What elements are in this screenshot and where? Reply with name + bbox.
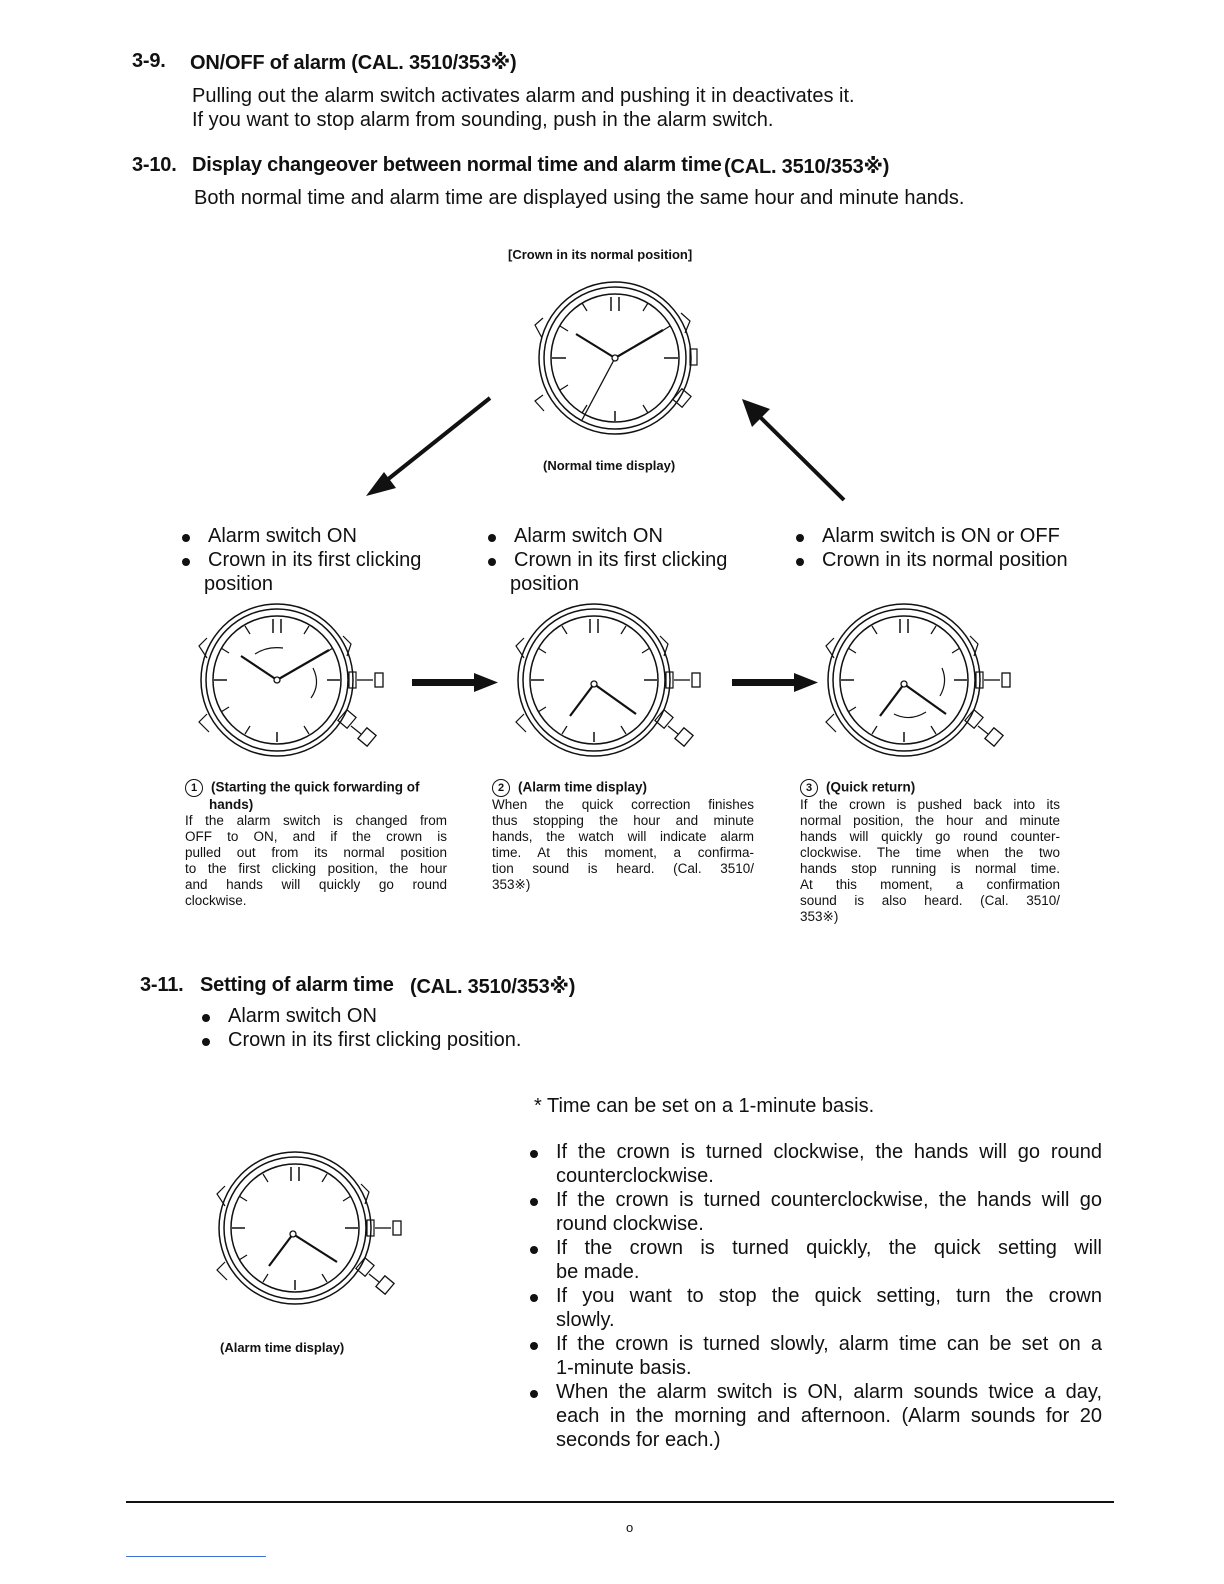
s311-bullet-line: be made.	[556, 1261, 640, 1283]
s311-bullet-line: round clockwise.	[556, 1213, 704, 1235]
step-1-line: and hands will quickly go round	[185, 877, 447, 892]
step-2-number: 2	[492, 779, 510, 797]
bullet-icon	[202, 1038, 210, 1046]
bullet-icon	[530, 1342, 538, 1350]
section-3-9-line2: If you want to stop alarm from sounding, push in the alarm switch.	[192, 109, 774, 131]
s311-bullet-list	[530, 1140, 1102, 1452]
s311-bullet-line: If the crown is turned clockwise, the hands will go round	[556, 1141, 1102, 1163]
arrow-right-icon	[730, 673, 820, 693]
section-3-9-number: 3-9.	[132, 50, 166, 72]
section-3-10-cal: (CAL. 3510/353※)	[724, 156, 890, 178]
step-3-line: If the crown is pushed back into its	[800, 797, 1060, 812]
section-3-11-conditions	[202, 1004, 602, 1052]
s311-bullet-line: When the alarm switch is ON, alarm sounds twice a day,	[556, 1381, 1102, 1403]
s311-bullet-line: slowly.	[556, 1309, 615, 1331]
condition-column-2	[488, 524, 778, 596]
bullet-icon	[530, 1294, 538, 1302]
watch-alarm-time-diagram	[512, 610, 712, 760]
step-1-line: to the first clicking position, the hour	[185, 861, 447, 876]
step-3-line: sound is also heard. (Cal. 3510/	[800, 893, 1060, 908]
section-3-11-title: Setting of alarm time	[200, 974, 394, 996]
cond2-a: Alarm switch ON	[514, 525, 663, 547]
s311-bullet	[530, 1188, 1102, 1236]
bullet-icon	[530, 1150, 538, 1158]
bullet-icon	[488, 534, 496, 542]
bullet-icon	[530, 1390, 538, 1398]
s311-bullet-line: 1-minute basis.	[556, 1357, 692, 1379]
step-2-line: thus stopping the hour and minute	[492, 813, 754, 828]
bullet-icon	[182, 558, 190, 566]
s311-bullet-line: each in the morning and afternoon. (Alarm sounds for 20	[556, 1405, 1102, 1427]
step-3-block	[800, 779, 1060, 925]
step-3-line: hands stop running is normal time.	[800, 861, 1060, 876]
s311-bullet-line: seconds for each.)	[556, 1429, 721, 1451]
page-number: o	[626, 1520, 634, 1535]
section-3-10-title: Display changeover between normal time and alarm time	[192, 154, 722, 176]
s311-bullet	[530, 1236, 1102, 1284]
scan-edge-line	[126, 1556, 266, 1557]
s311-bullet-line: If the crown is turned slowly, alarm time can be set on a	[556, 1333, 1102, 1355]
top-caption: [Crown in its normal position]	[508, 247, 693, 262]
bullet-icon	[796, 558, 804, 566]
step-3-number: 3	[800, 779, 818, 797]
step-3-line: clockwise. The time when the two	[800, 845, 1060, 860]
step-2-line: tion sound is heard. (Cal. 3510/	[492, 861, 754, 876]
step-1-number: 1	[185, 779, 203, 797]
bullet-icon	[488, 558, 496, 566]
s311-bullet	[530, 1284, 1102, 1332]
section-3-10-body: Both normal time and alarm time are displayed using the same hour and minute hands.	[194, 187, 965, 209]
s311-bullet	[530, 1140, 1102, 1188]
cond1-a: Alarm switch ON	[208, 525, 357, 547]
condition-column-1	[182, 524, 472, 596]
step-2-line: When the quick correction finishes	[492, 797, 754, 812]
step-1-line: pulled out from its normal position	[185, 845, 447, 860]
section-3-11-number: 3-11.	[140, 974, 184, 996]
step-2-block	[492, 779, 754, 893]
section-3-11-cal: (CAL. 3510/353※)	[410, 976, 576, 998]
arrow-down-left-icon	[360, 390, 500, 500]
arrow-up-left-icon	[736, 395, 856, 510]
watch-quick-return-diagram	[822, 610, 1022, 760]
step-1-line: If the alarm switch is changed from	[185, 813, 447, 828]
step-3-title: (Quick return)	[826, 779, 916, 795]
s311-bullet-line: If the crown is turned counterclockwise, the hands will go	[556, 1189, 1102, 1211]
step-3-line: hands will quickly go round counter-	[800, 829, 1060, 844]
arrow-right-icon	[410, 673, 500, 693]
step-1-title2: hands)	[209, 797, 254, 812]
s311-bullet-line: If you want to stop the quick setting, turn the crown	[556, 1285, 1102, 1307]
normal-time-watch-diagram	[530, 283, 710, 443]
section-3-10-number: 3-10.	[132, 154, 177, 176]
alarm-caption: (Alarm time display)	[220, 1340, 345, 1355]
step-1-block	[185, 779, 447, 909]
step-1-line: OFF to ON, and if the crown is	[185, 829, 447, 844]
s311-bullet	[530, 1380, 1102, 1452]
cond2-c: position	[510, 573, 579, 595]
footer-rule	[126, 1501, 1114, 1503]
s311-bullet-line: counterclockwise.	[556, 1165, 714, 1187]
step-1-title: (Starting the quick forwarding of	[211, 779, 420, 795]
normal-caption: (Normal time display)	[543, 458, 676, 473]
cond1-b: Crown in its first clicking	[208, 549, 422, 571]
step-3-line: At this moment, a confirmation	[800, 877, 1060, 892]
watch-quick-forward-diagram	[195, 610, 395, 760]
step-2-title: (Alarm time display)	[518, 779, 648, 795]
step-3-line: normal position, the hour and minute	[800, 813, 1060, 828]
bullet-icon	[530, 1246, 538, 1254]
section-3-9-title: ON/OFF of alarm (CAL. 3510/353※)	[190, 52, 517, 74]
step-3-line: 353※)	[800, 909, 839, 924]
cond2-b: Crown in its first clicking	[514, 549, 728, 571]
step-1-line: clockwise.	[185, 893, 247, 908]
cond3-a: Alarm switch is ON or OFF	[822, 525, 1060, 547]
bullet-icon	[530, 1198, 538, 1206]
s311-note: * Time can be set on a 1-minute basis.	[534, 1095, 875, 1117]
step-2-line: hands, the watch will indicate alarm	[492, 829, 754, 844]
s311-cond1: Alarm switch ON	[228, 1005, 377, 1027]
step-2-line: 353※)	[492, 877, 531, 892]
bullet-icon	[796, 534, 804, 542]
s311-cond2: Crown in its first clicking position.	[228, 1029, 522, 1051]
alarm-time-watch-diagram	[213, 1158, 413, 1308]
step-2-line: time. At this moment, a confirma-	[492, 845, 754, 860]
s311-bullet	[530, 1332, 1102, 1380]
cond1-c: position	[204, 573, 273, 595]
condition-column-3	[796, 524, 1116, 572]
bullet-icon	[202, 1014, 210, 1022]
section-3-9-line1: Pulling out the alarm switch activates alarm and pushing it in deactivates it.	[192, 85, 855, 107]
bullet-icon	[182, 534, 190, 542]
cond3-b: Crown in its normal position	[822, 549, 1068, 571]
s311-bullet-line: If the crown is turned quickly, the quick setting will	[556, 1237, 1102, 1259]
